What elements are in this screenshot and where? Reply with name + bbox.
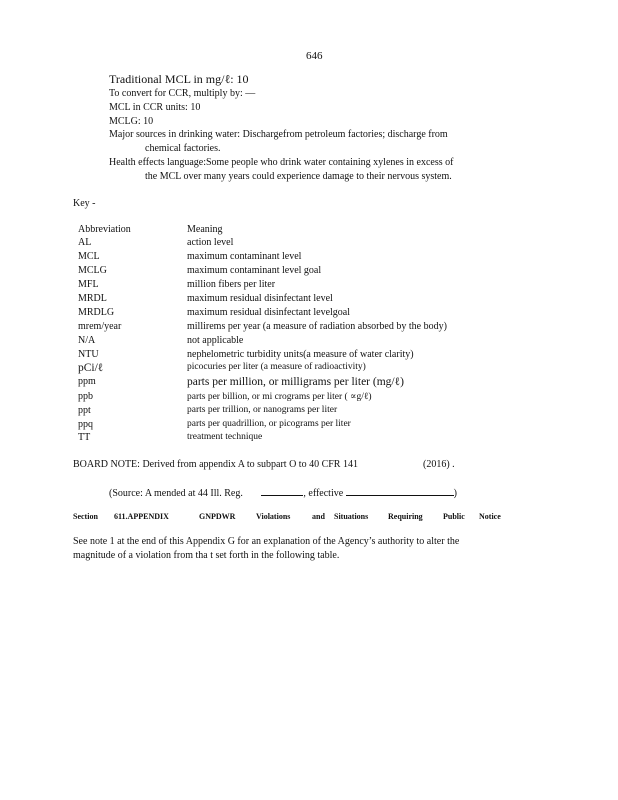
key-meaning: treatment technique bbox=[187, 432, 263, 442]
gnpdwr-label: GNPDWR bbox=[199, 512, 236, 521]
key-meaning: nephelometric turbidity units(a measure of water clarity) bbox=[187, 349, 414, 360]
traditional-mcl-heading: Traditional MCL in mg/ℓ: 10 bbox=[109, 72, 249, 86]
key-abbr: NTU bbox=[78, 349, 99, 360]
effective-label: , effective bbox=[303, 488, 344, 499]
and-label: and bbox=[312, 512, 325, 521]
key-abbr: ppt bbox=[78, 405, 91, 416]
source-prefix: (Source: A mended at 44 Ill. Reg. bbox=[109, 488, 243, 499]
key-abbr: pCi/ℓ bbox=[78, 362, 104, 374]
register-number-blank bbox=[261, 484, 303, 496]
key-abbr: MCL bbox=[78, 251, 100, 262]
section-label: Section bbox=[73, 512, 98, 521]
key-meaning: million fibers per liter bbox=[187, 279, 276, 290]
key-abbr: MRDL bbox=[78, 293, 107, 304]
page-number: 646 bbox=[306, 50, 323, 62]
source-line bbox=[109, 484, 457, 499]
situations-label: Situations bbox=[334, 512, 369, 521]
key-label: Key - bbox=[73, 198, 96, 209]
key-meaning: maximum contaminant level bbox=[187, 251, 302, 262]
key-abbr: ppb bbox=[78, 391, 93, 402]
health-effects-line-1: Health effects language:Some people who drink water containing xylenes in excess of bbox=[109, 157, 454, 168]
key-abbr: ppm bbox=[78, 376, 96, 387]
key-meaning: picocuries per liter (a measure of radioactivity) bbox=[187, 362, 366, 372]
abbreviation-header: Abbreviation bbox=[78, 224, 131, 235]
key-meaning: parts per billion, or mi crograms per liter ( ∝g/ℓ) bbox=[187, 392, 372, 402]
key-abbr: N/A bbox=[78, 335, 96, 346]
key-abbr: TT bbox=[78, 432, 91, 443]
key-abbr: MCLG bbox=[78, 265, 107, 276]
key-abbr: MFL bbox=[78, 279, 99, 290]
key-meaning: parts per million, or milligrams per liter (mg/ℓ) bbox=[187, 376, 404, 388]
sources-line-2: chemical factories. bbox=[145, 143, 221, 154]
key-meaning: action level bbox=[187, 237, 234, 248]
appendix-label: 611.APPENDIX bbox=[114, 512, 169, 521]
key-meaning: maximum residual disinfectant levelgoal bbox=[187, 307, 351, 318]
key-meaning: not applicable bbox=[187, 335, 244, 346]
health-effects-line-2: the MCL over many years could experience damage to their nervous system. bbox=[145, 171, 452, 182]
footnote-line-1: See note 1 at the end of this Appendix G for an explanation of the Agency’s authority to alter the bbox=[73, 536, 460, 547]
sources-line-1: Major sources in drinking water: Dischargefrom petroleum factories; discharge from bbox=[109, 129, 448, 140]
requiring-label: Requiring bbox=[388, 512, 423, 521]
effective-date-blank bbox=[346, 484, 454, 496]
key-meaning: parts per quadrillion, or picograms per liter bbox=[187, 419, 351, 429]
footnote-line-2: magnitude of a violation from tha t set forth in the following table. bbox=[73, 550, 340, 561]
public-label: Public bbox=[443, 512, 465, 521]
notice-label: Notice bbox=[479, 512, 501, 521]
board-note: BOARD NOTE: Derived from appendix A to subpart O to 40 CFR 141 bbox=[73, 459, 358, 470]
board-note-year: (2016) . bbox=[423, 459, 455, 470]
key-meaning: maximum residual disinfectant level bbox=[187, 293, 333, 304]
key-abbr: ppq bbox=[78, 419, 93, 430]
violations-label: Violations bbox=[256, 512, 291, 521]
key-meaning: millirems per year (a measure of radiation absorbed by the body) bbox=[187, 321, 447, 332]
mclg-line: MCLG: 10 bbox=[109, 116, 154, 127]
key-abbr: MRDLG bbox=[78, 307, 115, 318]
key-meaning: parts per trillion, or nanograms per liter bbox=[187, 405, 338, 415]
ccr-convert-line: To convert for CCR, multiply by: — bbox=[109, 88, 256, 99]
key-abbr: AL bbox=[78, 237, 92, 248]
mcl-ccr-units: MCL in CCR units: 10 bbox=[109, 102, 201, 113]
key-meaning: maximum contaminant level goal bbox=[187, 265, 322, 276]
meaning-header: Meaning bbox=[187, 224, 223, 235]
source-close: ) bbox=[453, 488, 458, 499]
key-abbr: mrem/year bbox=[78, 321, 122, 332]
